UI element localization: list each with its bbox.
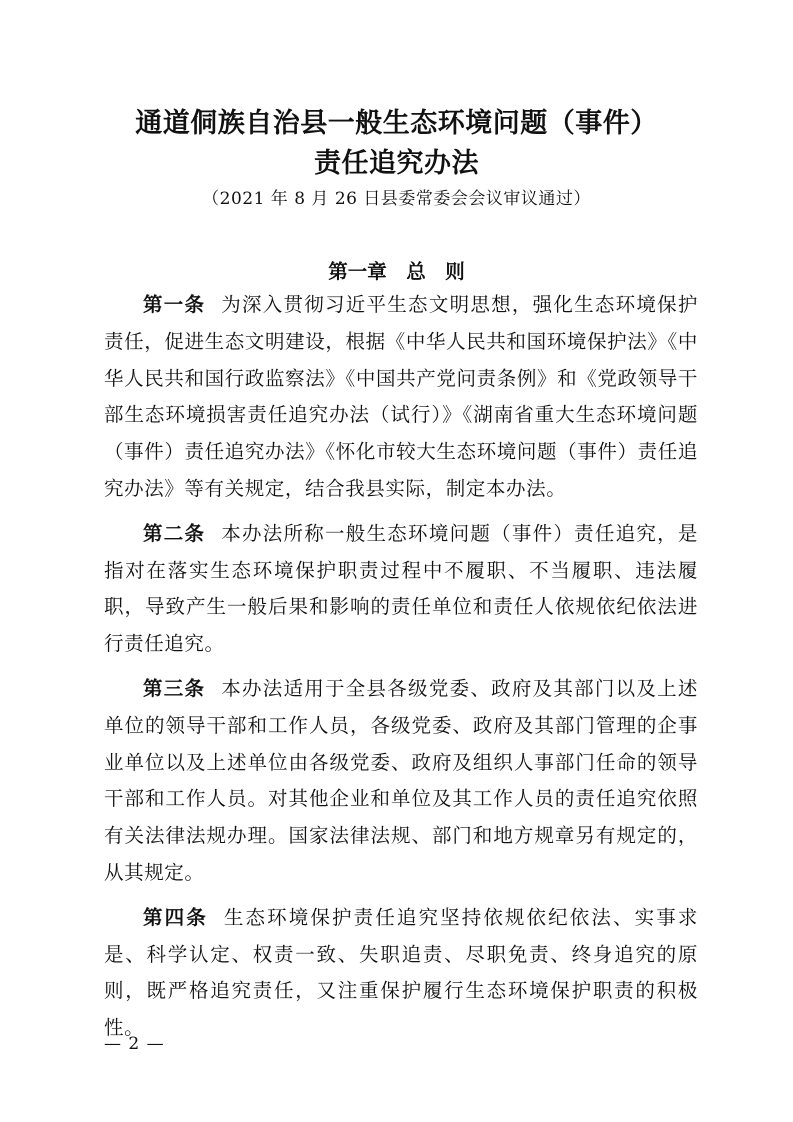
page-number: — 2 — — [104, 1034, 165, 1054]
document-title-line-2: 责任追究办法 — [314, 148, 479, 179]
article-4 — [104, 900, 698, 1047]
article-1 — [104, 287, 698, 508]
article-number: 第一条 — [143, 293, 206, 316]
article-text: 生态环境保护责任追究坚持依规依纪依法、实事求是、科学认定、权责一致、失职追责、尽职免责、终身追究的原则，既严格追究责任，又注重保护履行生态环境保护职责的积极性。 — [104, 905, 698, 1040]
article-number: 第四条 — [143, 905, 208, 929]
chapter-heading: 第一章 总 则 — [328, 260, 465, 283]
document-title-line-1: 通道侗族自治县一般生态环境问题（事件） — [135, 108, 658, 139]
article-text: 本办法所称一般生态环境问题（事件）责任追究，是指对在落实生态环境保护职责过程中不履职、不当履职、违法履职，导致产生一般后果和影响的责任单位和责任人依规依纪依法进行责任追究。 — [104, 521, 698, 656]
document-subtitle: （2021 年 8 月 26 日县委常委会会议审议通过） — [202, 189, 591, 209]
article-number: 第三条 — [143, 676, 206, 700]
article-2 — [104, 516, 698, 663]
article-text: 本办法适用于全县各级党委、政府及其部门以及上述单位的领导干部和工作人员，各级党委、政府及其部门管理的企事业单位以及上述单位由各级党委、政府及组织人事部门任命的领导干部和工作人员。对其他企业和单位及其工作人员的责任追究依照有关法律法规办理。国家法律法规、部门和地方规章另有规定的，从其规定。 — [104, 676, 698, 884]
document-body — [104, 287, 698, 1047]
article-number: 第二条 — [143, 521, 206, 545]
article-text: 为深入贯彻习近平生态文明思想，强化生态环境保护责任，促进生态文明建设，根据《中华人民共和国环境保护法》《中华人民共和国行政监察法》《中国共产党问责条例》和《党政领导干部生态环境损害责任追究办法（试行）》《湖南省重大生态环境问题（事件）责任追究办法》《怀化市较大生态环境问题（事件）责任追究办法》等有关规定，结合我县实际，制定本办法。 — [104, 293, 698, 500]
article-3 — [104, 671, 698, 892]
